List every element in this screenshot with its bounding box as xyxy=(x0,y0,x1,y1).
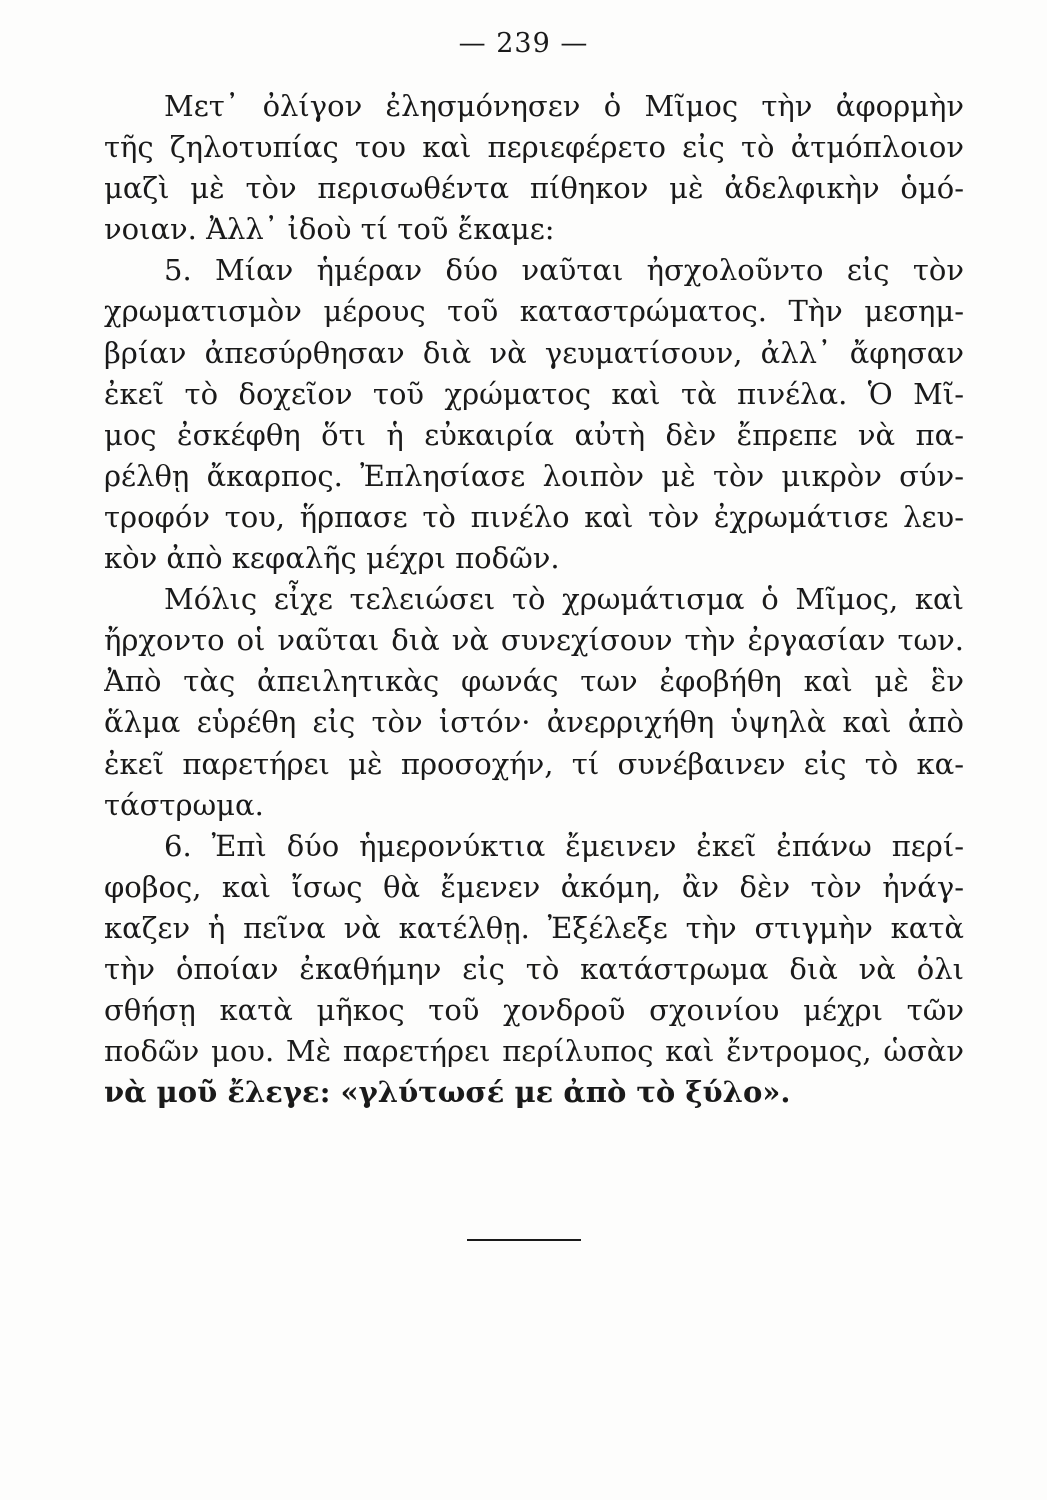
text-line: Μόλις εἶχε τελειώσει τὸ χρωμάτισμα ὁ Μῖμος, καὶ xyxy=(164,582,964,617)
text-line: μαζὶ μὲ τὸν περισωθέντα πίθηκον μὲ ἀδελφικὴν ὁμό- xyxy=(104,171,964,206)
text-line: ποδῶν μου. Μὲ παρετήρει περίλυπος καὶ ἔντρομος, ὡσὰν xyxy=(104,1034,964,1069)
text-line: ἅλμα εὑρέθη εἰς τὸν ἱστόν· ἀνερριχήθη ὑψηλὰ καὶ ἀπὸ xyxy=(104,705,964,740)
text-line: φοβος, καὶ ἴσως θὰ ἔμενεν ἀκόμη, ἂν δὲν τὸν ἠνάγ- xyxy=(104,869,964,904)
text-line: ἤρχοντο οἱ ναῦται διὰ νὰ συνεχίσουν τὴν ἐργασίαν των. xyxy=(104,623,964,658)
text-line: Ἀπὸ τὰς ἀπειλητικὰς φωνάς των ἐφοβήθη καὶ μὲ ἓν xyxy=(104,664,964,699)
text-line: τῆς ζηλοτυπίας του καὶ περιεφέρετο εἰς τὸ ἀτμόπλοιον xyxy=(104,130,964,165)
text-line: Μετ᾽ ὀλίγον ἐλησμόνησεν ὁ Μῖμος τὴν ἀφορμὴν xyxy=(164,89,964,123)
end-rule-divider xyxy=(467,1239,581,1241)
text-line: σθήσῃ κατὰ μῆκος τοῦ χονδροῦ σχοινίου μέχρι τῶν xyxy=(104,993,964,1028)
text-line: μος ἐσκέφθη ὅτι ἡ εὐκαιρία αὐτὴ δὲν ἔπρεπε νὰ πα- xyxy=(104,417,964,452)
text-line: καζεν ἡ πεῖνα νὰ κατέλθῃ. Ἐξέλεξε τὴν στιγμὴν κατὰ xyxy=(104,910,964,945)
text-line: τὴν ὁποίαν ἐκαθήμην εἰς τὸ κατάστρωμα διὰ νὰ ὀλι xyxy=(104,951,964,986)
text-line: βρίαν ἀπεσύρθησαν διὰ νὰ γευματίσουν, ἀλλ᾽ ἄφησαν xyxy=(104,335,964,370)
text-line: ρέλθῃ ἄκαρπος. Ἐπλησίασε λοιπὸν μὲ τὸν μικρὸν σύν- xyxy=(104,458,964,493)
text-line: ἐκεῖ παρετήρει μὲ προσοχήν, τί συνέβαινεν εἰς τὸ κα- xyxy=(104,746,964,781)
text-line: χρωματισμὸν μέρους τοῦ καταστρώματος. Τὴν μεσημ- xyxy=(104,294,964,329)
page-number: — 239 — xyxy=(458,28,589,59)
text-line: 5. Μίαν ἡμέραν δύο ναῦται ἠσχολοῦντο εἰς τὸν xyxy=(164,253,964,288)
text-line: ἐκεῖ τὸ δοχεῖον τοῦ χρώματος καὶ τὰ πινέλα. Ὁ Μῖ- xyxy=(104,376,964,411)
text-line: τάστρωμα. xyxy=(104,787,264,822)
text-line: νοιαν. Ἀλλ᾽ ἰδοὺ τί τοῦ ἔκαμε: xyxy=(104,212,555,247)
body-text xyxy=(104,86,964,1113)
text-line: τροφόν του, ἥρπασε τὸ πινέλο καὶ τὸν ἐχρωμάτισε λευ- xyxy=(104,499,964,534)
text-line: 6. Ἐπὶ δύο ἡμερονύκτια ἔμεινεν ἐκεῖ ἐπάνω περί- xyxy=(164,828,964,863)
text-line: νὰ μοῦ ἔλεγε: «γλύτωσέ με ἀπὸ τὸ ξύλο». xyxy=(104,1075,791,1110)
text-line: κὸν ἀπὸ κεφαλῆς μέχρι ποδῶν. xyxy=(104,541,560,576)
